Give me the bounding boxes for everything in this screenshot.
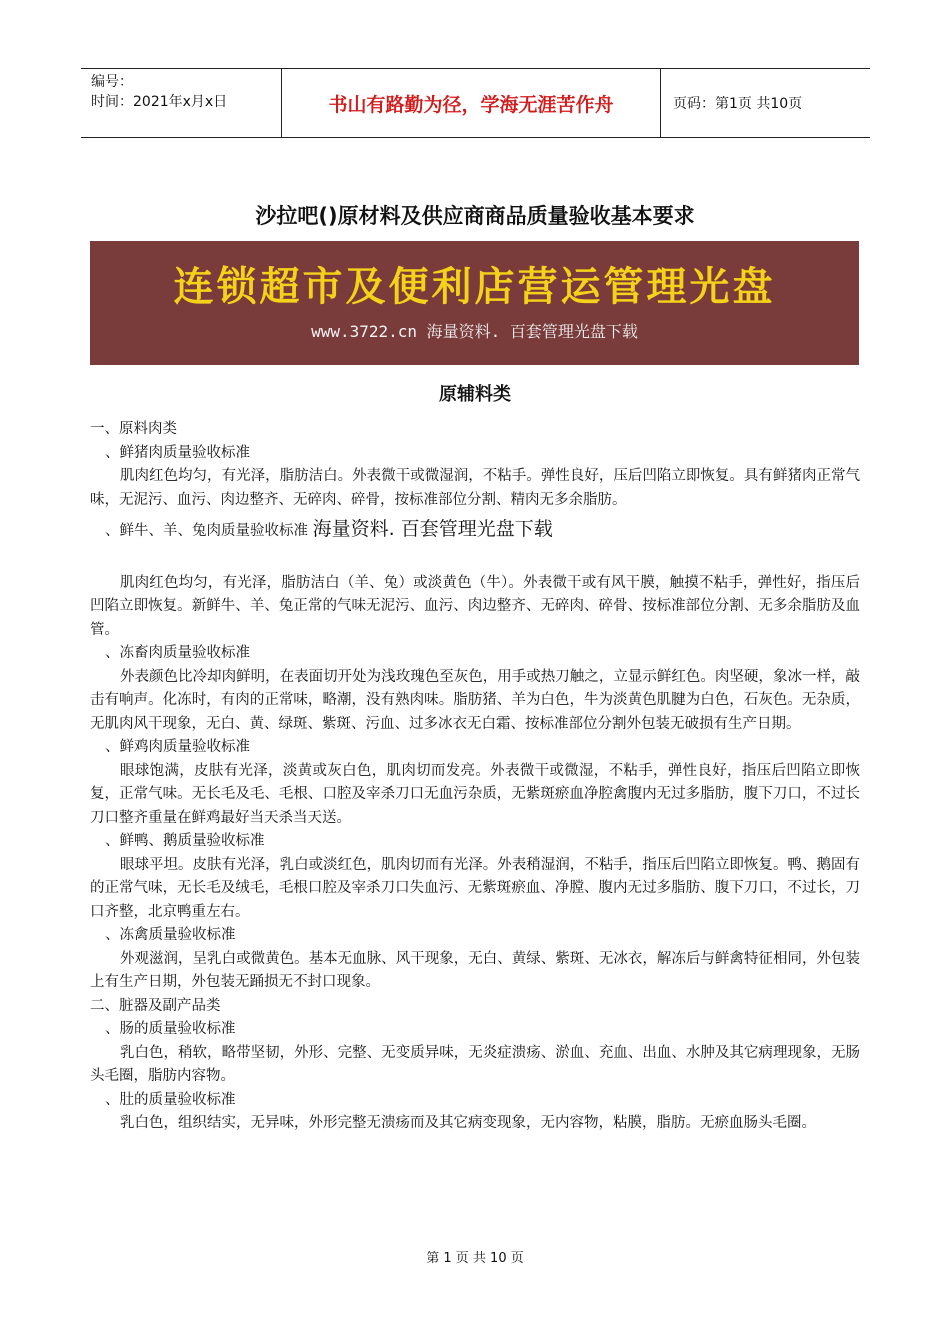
paragraph-pork: 肌肉红色均匀，有光泽，脂肪洁白。外表微干或微湿润，不粘手。弹性良好，压后凹陷立即恢复。具有鲜猪肉正常气味，无泥污、血污、肉边整齐、无碎肉、碎骨，按标准部位分割、精肉无多余脂肪。 [90,468,860,508]
header-motto: 书山有路勤为径，学海无涯苦作舟 [282,69,661,137]
header-time: 时间：2021年x月x日 [91,94,228,110]
subheading-beef-lamb-rabbit [90,518,860,544]
subheading-beef-label: 、鲜牛、羊、兔肉质量验收标准 [105,523,308,539]
subheading-beef-ad: 海量资料. 百套管理光盘下载 [312,518,553,540]
paragraph-duck-goose: 眼球平坦。皮肤有光泽，乳白或淡红色，肌肉切而有光泽。外表稍湿润，不粘手，指压后凹陷立即恢复。鸭、鹅固有的正常气味，无长毛及绒毛，毛根口腔及宰杀刀口失血污、无紫斑瘀血、净膛、腹内无过多脂肪、腹下刀口，不过长，刀口齐整，北京鸭重左右。 [90,856,860,920]
promo-banner [90,241,859,365]
subheading-frozen-meat: 、冻畜肉质量验收标准 [105,645,250,661]
subheading-chicken: 、鲜鸡肉质量验收标准 [105,739,250,755]
subheading-pork: 、鲜猪肉质量验收标准 [105,444,250,461]
paragraph-intestine: 乳白色，稍软，略带坚韧，外形、完整、无变质异味，无炎症溃疡、淤血、充血、出血、水肿及其它病理现象，无肠头毛圈，脂肪内容物。 [90,1044,860,1084]
subheading-tripe: 、肚的质量验收标准 [105,1091,236,1108]
paragraph-frozen-poultry: 外观滋润，呈乳白或微黄色。基本无血脉、风干现象，无白、黄绿、紫斑、无冰衣，解冻后与鲜禽特征相同，外包装上有生产日期，外包装无踊损无不封口现象。 [90,950,860,990]
banner-subtitle: www.3722.cn 海量资料. 百套管理光盘下载 [311,322,638,341]
page-footer: 第 1 页 共 10 页 [426,1251,524,1266]
document-title: 沙拉吧()原材料及供应商商品质量验收基本要求 [255,204,695,228]
heading-raw-meat: 一、原料肉类 [90,421,177,437]
subheading-frozen-poultry: 、冻禽质量验收标准 [105,927,236,943]
heading-offal: 二、脏器及副产品类 [90,997,221,1014]
paragraph-beef-lamb-rabbit: 肌肉红色均匀，有光泽，脂肪洁白（羊、兔）或淡黄色（牛）。外表微干或有风干膜，触摸不粘手，弹性好，指压后凹陷立即恢复。新鲜牛、羊、兔正常的气味无泥污、血污、肉边整齐、无碎肉、碎骨、按标准部位分割、无多余脂肪及血管。 [90,574,860,638]
paragraph-tripe: 乳白色，组织结实，无异味，外形完整无溃疡而及其它病变现象，无内容物，粘膜，脂肪。无瘀血肠头毛圈。 [120,1115,816,1131]
paragraph-chicken: 眼球饱满，皮肤有光泽，淡黄或灰白色，肌肉切而发亮。外表微干或微湿，不粘手，弹性良好，指压后凹陷立即恢复，正常气味。无长毛及毛、毛根、口腔及宰杀刀口无血污杂质，无紫斑瘀血净腔禽腹内无过多脂肪，腹下刀口，不过长刀口整齐重量在鲜鸡最好当天杀当天送。 [90,762,860,826]
header-meta [81,69,282,137]
paragraph-frozen-meat: 外表颜色比冷却肉鲜明，在表面切开处为浅玫瑰色至灰色，用手或热刀触之，立显示鲜红色。肉坚硬，象冰一样，敲击有响声。化冻时，有肉的正常味，略潮，没有熟肉味。脂肪猪、羊为白色，牛为淡黄色肌腱为白色，石灰色。无杂质，无肌肉风干现象，无白、黄、绿斑、紫斑、污血、过多冰衣无白霜、按标准部位分割外包装无破损有生产日期。 [90,668,860,732]
header-page-info: 页码：第1页 共10页 [673,96,803,112]
section-title: 原辅料类 [439,384,511,405]
subheading-duck-goose: 、鲜鸭、鹅质量验收标准 [105,833,265,849]
banner-title: 连锁超市及便利店营运管理光盘 [173,263,776,310]
subheading-intestine: 、肠的质量验收标准 [105,1021,236,1037]
page-header [81,68,870,138]
header-number: 编号： [91,74,133,90]
document-body [90,418,860,1136]
